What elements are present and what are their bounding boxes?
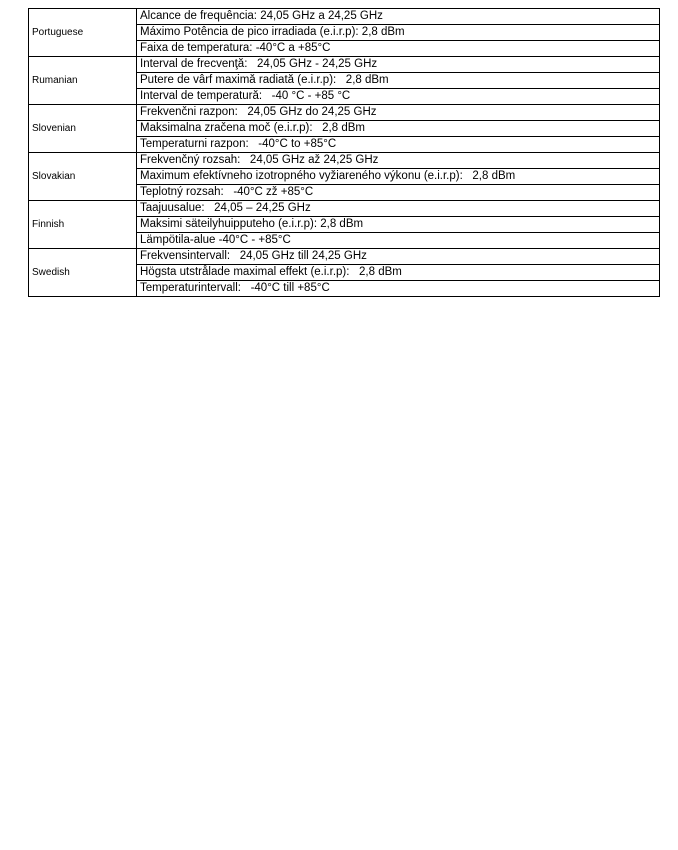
frequency-range-line: Alcance de frequência: 24,05 GHz a 24,25 GHz (137, 9, 659, 25)
spec-cell (137, 57, 660, 105)
frequency-range-line: Frekvenčni razpon: 24,05 GHz do 24,25 GHz (137, 105, 659, 121)
temperature-range-line: Lämpötila-alue -40°C - +85°C (140, 234, 291, 246)
table-row-slovenian (29, 105, 660, 153)
frequency-range-line: Frekvenčný rozsah: 24,05 GHz až 24,25 GHz (137, 153, 659, 169)
spec-cell (137, 201, 660, 249)
frequency-range-line: Frekvensintervall: 24,05 GHz till 24,25 GHz (137, 249, 659, 265)
max-power-line: Högsta utstrålade maximal effekt (e.i.r.p): 2,8 dBm (137, 265, 659, 281)
max-power-line: Putere de vârf maximă radiată (e.i.r.p): 2,8 dBm (137, 73, 659, 89)
document-page (28, 8, 660, 297)
language-cell: Portuguese (29, 9, 137, 57)
temperature-range-line: Interval de temperatură: -40 °C - +85 °C (140, 90, 351, 102)
temperature-range-line: Temperaturintervall: -40°C till +85°C (140, 282, 330, 294)
temperature-range-line: Faixa de temperatura: -40°C a +85°C (140, 42, 331, 54)
temperature-range-line: Teplotný rozsah: -40°C zž +85°C (140, 186, 314, 198)
language-cell: Slovakian (29, 153, 137, 201)
spec-cell (137, 249, 660, 297)
spec-cell (137, 105, 660, 153)
max-power-line: Máximo Potência de pico irradiada (e.i.r.p): 2,8 dBm (137, 25, 659, 41)
spec-cell (137, 9, 660, 57)
table-row-portuguese (29, 9, 660, 57)
table-row-slovakian (29, 153, 660, 201)
language-spec-table (28, 8, 660, 297)
max-power-line: Maksimi säteilyhuipputeho (e.i.r.p): 2,8 dBm (137, 217, 659, 233)
language-cell: Slovenian (29, 105, 137, 153)
table-row-rumanian (29, 57, 660, 105)
table-row-finnish (29, 201, 660, 249)
table-row-swedish (29, 249, 660, 297)
max-power-line: Maximum efektívneho izotropného vyžiareného výkonu (e.i.r.p): 2,8 dBm (137, 169, 659, 185)
frequency-range-line: Taajuusalue: 24,05 – 24,25 GHz (137, 201, 659, 217)
max-power-line: Maksimalna zračena moč (e.i.r.p): 2,8 dBm (137, 121, 659, 137)
spec-cell (137, 153, 660, 201)
language-cell: Rumanian (29, 57, 137, 105)
language-cell: Finnish (29, 201, 137, 249)
language-cell: Swedish (29, 249, 137, 297)
frequency-range-line: Interval de frecvenţă: 24,05 GHz - 24,25 GHz (137, 57, 659, 73)
temperature-range-line: Temperaturni razpon: -40°C to +85°C (140, 138, 337, 150)
